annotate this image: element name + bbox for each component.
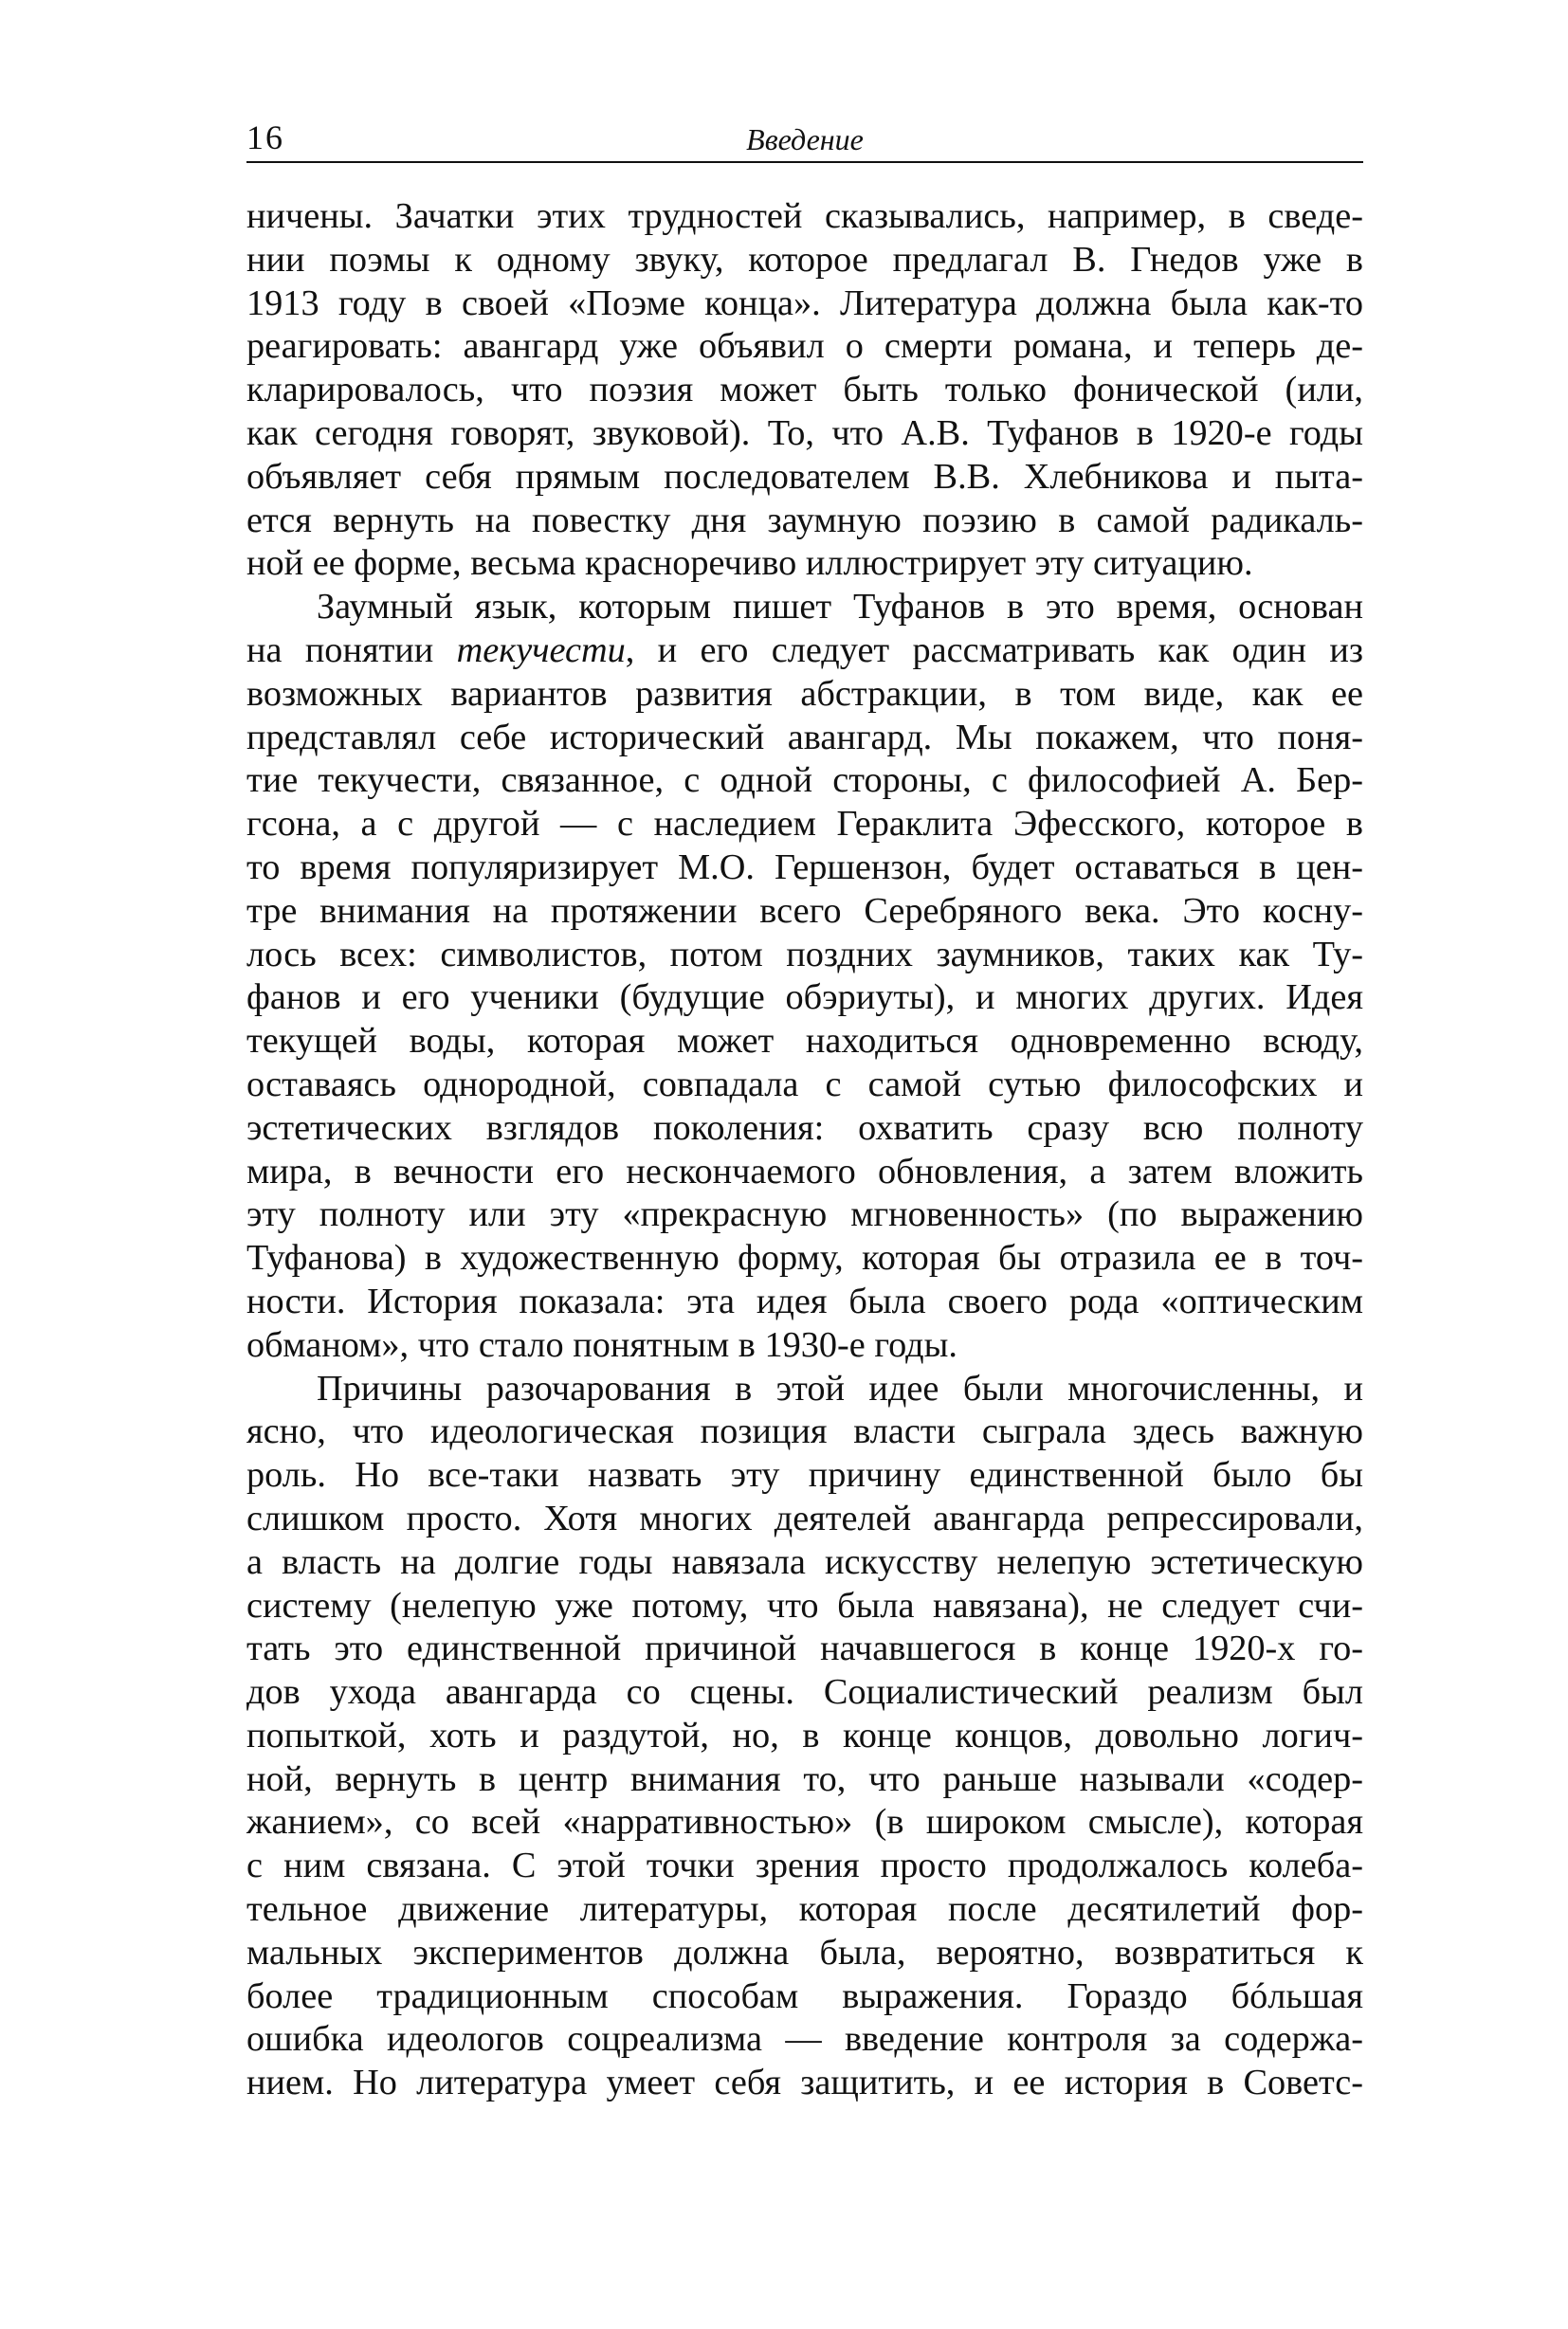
text-line: ности. История показала: эта идея была своего рода «оптическим <box>246 1281 1363 1321</box>
text-line: ошибка идеологов соцреализма — введение контроля за содержа- <box>246 2019 1363 2060</box>
text-line: попыткой, хоть и раздутой, но, в конце концов, довольно логич- <box>246 1715 1363 1756</box>
text-line: как сегодня говорят, звуковой). То, что А.В. Туфанов в 1920-е годы <box>246 412 1363 453</box>
paragraph <box>246 1368 1363 2106</box>
text-line: фанов и его ученики (будущие обэриуты), и многих других. Идея <box>246 977 1363 1018</box>
text-line: представлял себе исторический авангард. Мы покажем, что поня- <box>246 717 1363 757</box>
text-line: возможных вариантов развития абстракции, в том виде, как ее <box>246 673 1363 714</box>
text-line: дов ухода авангарда со сцены. Социалистический реализм был <box>246 1672 1363 1713</box>
text-line: ется вернуть на повестку дня заумную поэзию в самой радикаль- <box>246 500 1363 540</box>
text-line: тие текучести, связанное, с одной стороны, с философией А. Бер- <box>246 760 1363 801</box>
text-line: слишком просто. Хотя многих деятелей авангарда репрессировали, <box>246 1498 1363 1538</box>
text-line: ной, вернуть в центр внимания то, что раньше называли «содер- <box>246 1758 1363 1799</box>
emphasized-term: текучести <box>456 629 626 670</box>
text-line: а власть на долгие годы навязала искусству нелепую эстетическую <box>246 1541 1363 1582</box>
paragraph <box>246 586 1363 1367</box>
book-page <box>246 114 1363 2105</box>
text-line: ной ее форме, весьма красноречиво иллюстрирует эту ситуацию. <box>246 543 1253 584</box>
text-line: кларировалось, что поэзия может быть только фонической (или, <box>246 370 1363 410</box>
text-line: оставаясь однородной, совпадала с самой сутью философских и <box>246 1064 1363 1104</box>
text-line: тельное движение литературы, которая после десятилетий фор- <box>246 1889 1363 1930</box>
text-line: 1913 году в своей «Поэме конца». Литература должна была как-то <box>246 282 1363 323</box>
text-line: текущей воды, которая может находиться одновременно всюду, <box>246 1021 1363 1062</box>
text-line: то время популяризирует М.О. Гершензон, будет оставаться в цен- <box>246 846 1363 887</box>
text-line: систему (нелепую уже потому, что была навязана), не следует счи- <box>246 1585 1363 1626</box>
section-title: Введение <box>746 122 864 156</box>
text-line: Причины разочарования в этой идее были многочисленны, и <box>317 1368 1363 1409</box>
text-line: тать это единственной причиной начавшегося в конце 1920-х го- <box>246 1628 1363 1669</box>
text-line: с ним связана. С этой точки зрения просто продолжалось колеба- <box>246 1846 1363 1886</box>
text-line: мира, в вечности его нескончаемого обновления, а затем вложить <box>246 1151 1363 1192</box>
body-text <box>246 195 1363 2105</box>
text-line: более традиционным способам выражения. Гораздо бóльшая <box>246 1975 1363 2016</box>
text-line: мальных экспериментов должна была, вероятно, возвратиться к <box>246 1932 1363 1973</box>
text-line: лось всех: символистов, потом поздних заумников, таких как Ту- <box>246 934 1363 974</box>
text-line: ничены. Зачатки этих трудностей сказывались, например, в сведе- <box>246 196 1363 236</box>
text-line: эстетических взглядов поколения: охватить сразу всю полноту <box>246 1107 1363 1148</box>
text-line: Туфанова) в художественную форму, которая бы отразила ее в точ- <box>246 1238 1363 1279</box>
text-line: обманом», что стало понятным в 1930-е годы. <box>246 1324 957 1365</box>
text-line: ясно, что идеологическая позиция власти сыграла здесь важную <box>246 1411 1363 1452</box>
text-line: Заумный язык, которым пишет Туфанов в это время, основан <box>317 587 1363 628</box>
text-line: на понятии текучести, и его следует рассматривать как один из <box>246 629 1363 670</box>
text-line: гсона, а с другой — с наследием Гераклита Эфесского, которое в <box>246 804 1363 845</box>
text-line: роль. Но все-таки назвать эту причину единственной было бы <box>246 1455 1363 1496</box>
text-line: нии поэмы к одному звуку, которое предлагал В. Гнедов уже в <box>246 239 1363 280</box>
page-number: 16 <box>246 118 284 156</box>
text-line: объявляет себя прямым последователем В.В. Хлебникова и пыта- <box>246 456 1363 497</box>
running-head <box>246 114 1363 163</box>
text-line: реагировать: авангард уже объявил о смерти романа, и теперь де- <box>246 326 1363 367</box>
text-line: эту полноту или эту «прекрасную мгновенность» (по выражению <box>246 1194 1363 1235</box>
text-line: тре внимания на протяжении всего Серебряного века. Это косну- <box>246 890 1363 931</box>
text-line: нием. Но литература умеет себя защитить, и ее история в Советс- <box>246 2063 1363 2103</box>
paragraph <box>246 195 1363 586</box>
text-line: жанием», со всей «нарративностью» (в широком смысле), которая <box>246 1802 1363 1843</box>
